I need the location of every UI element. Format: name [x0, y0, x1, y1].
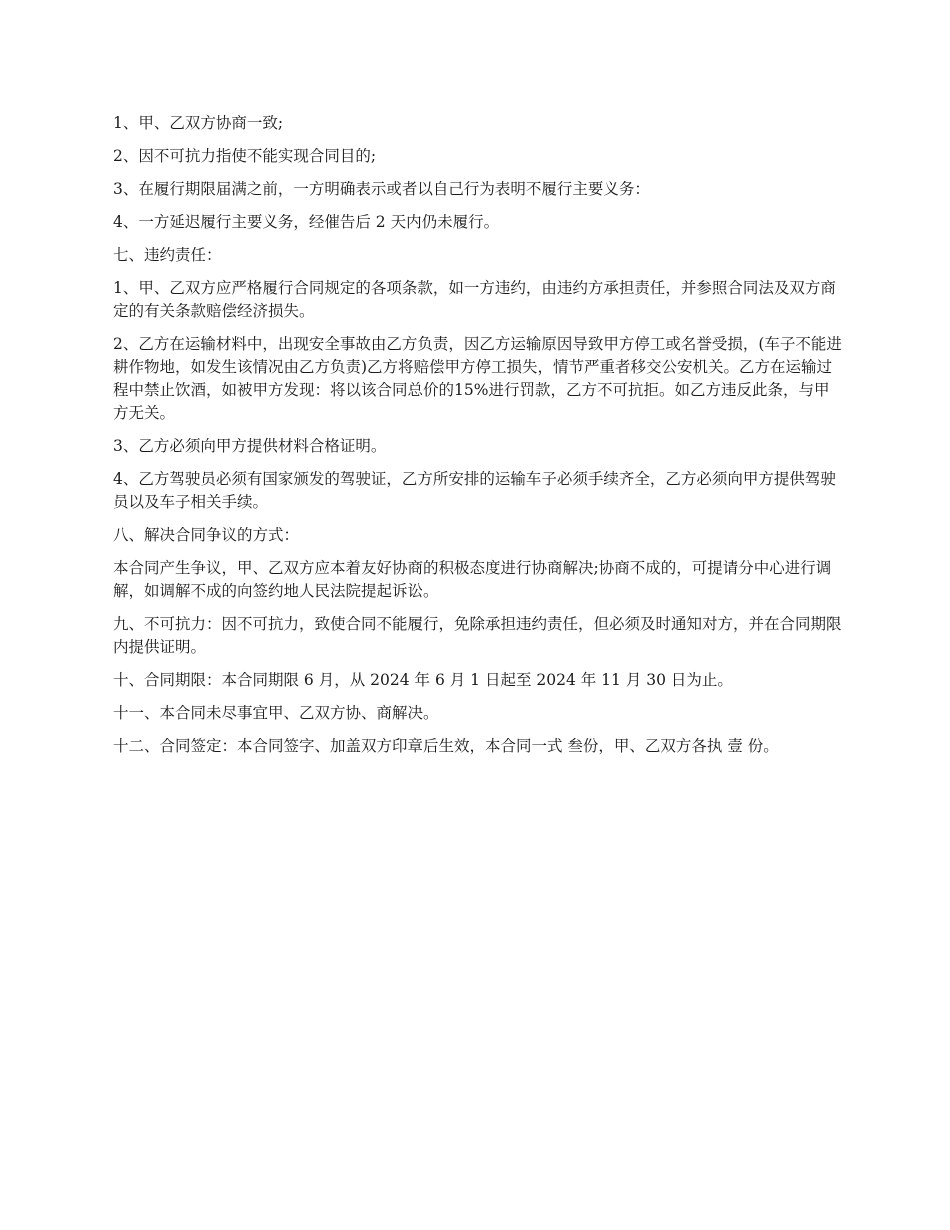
- clause-signing: 十二、合同签定：本合同签字、加盖双方印章后生效，本合同一式 叁份，甲、乙双方各执 壹 份。: [113, 737, 779, 755]
- clause-termination-4: 4、一方延迟履行主要义务，经催告后 2 天内仍未履行。: [113, 213, 500, 231]
- clause-liability-1: 1、甲、乙双方应严格履行合同规定的各项条款，如一方违约，由违约方承担责任，并参照合同法及双方商定的有关条款赔偿经济损失。: [113, 279, 836, 320]
- clause-liability-2: 2、乙方在运输材料中，出现安全事故由乙方负责，因乙方运输原因导致甲方停工或名誉受损，(车子不能进耕作物地，如发生该情况由乙方负责)乙方将赔偿甲方停工损失，情节严重者移交公安机关。乙方在运输过程中禁止饮酒，如被甲方发现：将以该合同总价的15%进行罚款，乙方不可抗拒。如乙方违反此条，与甲方无关。: [113, 335, 842, 422]
- section-heading-disputes: 八、解决合同争议的方式：: [113, 526, 300, 544]
- clause-termination-1: 1、甲、乙双方协商一致;: [113, 114, 284, 132]
- clause-liability-3: 3、乙方必须向甲方提供材料合格证明。: [113, 437, 387, 455]
- document-body: [113, 112, 843, 768]
- clause-other-matters: 十一、本合同未尽事宜甲、乙双方协、商解决。: [113, 704, 439, 722]
- clause-disputes: 本合同产生争议，甲、乙双方应本着友好协商的积极态度进行协商解决;协商不成的，可提请分中心进行调解，如调解不成的向签约地人民法院提起诉讼。: [113, 559, 832, 600]
- clause-termination-3: 3、在履行期限届满之前，一方明确表示或者以自己行为表明不履行主要义务：: [113, 180, 650, 198]
- clause-liability-4: 4、乙方驾驶员必须有国家颁发的驾驶证，乙方所安排的运输车子必须手续齐全，乙方必须向甲方提供驾驶员以及车子相关手续。: [113, 470, 836, 511]
- clause-contract-term: 十、合同期限：本合同期限 6 月，从 2024 年 6 月 1 日起至 2024 年 11 月 30 日为止。: [113, 671, 733, 689]
- clause-termination-2: 2、因不可抗力指使不能实现合同目的;: [113, 147, 377, 165]
- section-heading-liability: 七、违约责任：: [113, 246, 222, 264]
- clause-force-majeure: 九、不可抗力：因不可抗力，致使合同不能履行，免除承担违约责任，但必须及时通知对方，并在合同期限内提供证明。: [113, 615, 842, 656]
